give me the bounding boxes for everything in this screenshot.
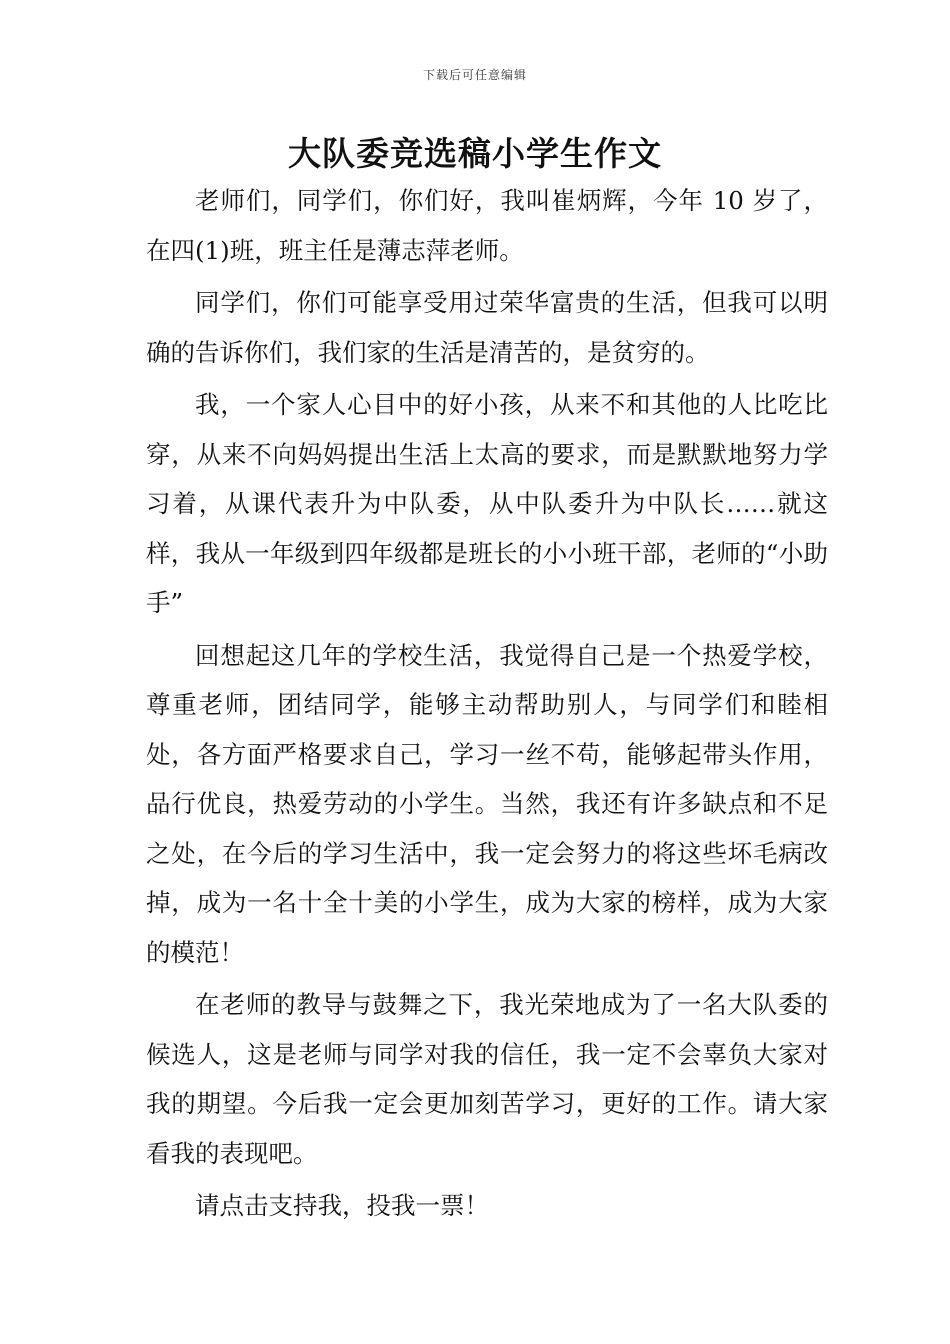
header-note: 下载后可任意编辑 bbox=[422, 68, 527, 82]
paragraph-vote: 请点击支持我，投我一票！ bbox=[195, 1191, 489, 1220]
paragraph-school-life: 回想起这几年的学校生活，我觉得自己是一个热爱学校，尊重老师，团结同学，能够主动帮助别人，与同学们和睦相处，各方面严格要求自己，学习一丝不苟，能够起带头作用，品行优良，热爱劳动的小学生。当然，我还有许多缺点和不足之处，在今后的学习生活中，我一定会努力的将这些坏毛病改掉，成为一名十全十美的小学生，成为大家的榜样，成为大家的模范！ bbox=[146, 640, 828, 967]
paragraph-family: 同学们，你们可能享受用过荣华富贵的生活，但我可以明确的告诉你们，我们家的生活是清苦的，是贫穷的。 bbox=[146, 288, 828, 367]
paragraph-self: 我，一个家人心目中的好小孩，从来不和其他的人比吃比穿，从来不向妈妈提出生活上太高的要求，而是默默地努力学习着，从课代表升为中队委，从中队委升为中队长……就这样，我从一年级到四年级都是班长的小小班干部，老师的“小助手” bbox=[146, 390, 828, 617]
document-title: 大队委竞选稿小学生作文 bbox=[288, 134, 662, 173]
document-body bbox=[146, 176, 828, 1231]
paragraph-candidate: 在老师的教导与鼓舞之下，我光荣地成为了一名大队委的候选人，这是老师与同学对我的信任，我一定不会辜负大家对我的期望。今后我一定会更加刻苦学习，更好的工作。请大家看我的表现吧。 bbox=[146, 990, 828, 1168]
paragraph-intro: 老师们，同学们，你们好，我叫崔炳辉，今年 10 岁了，在四(1)班，班主任是薄志萍老师。 bbox=[146, 186, 828, 265]
